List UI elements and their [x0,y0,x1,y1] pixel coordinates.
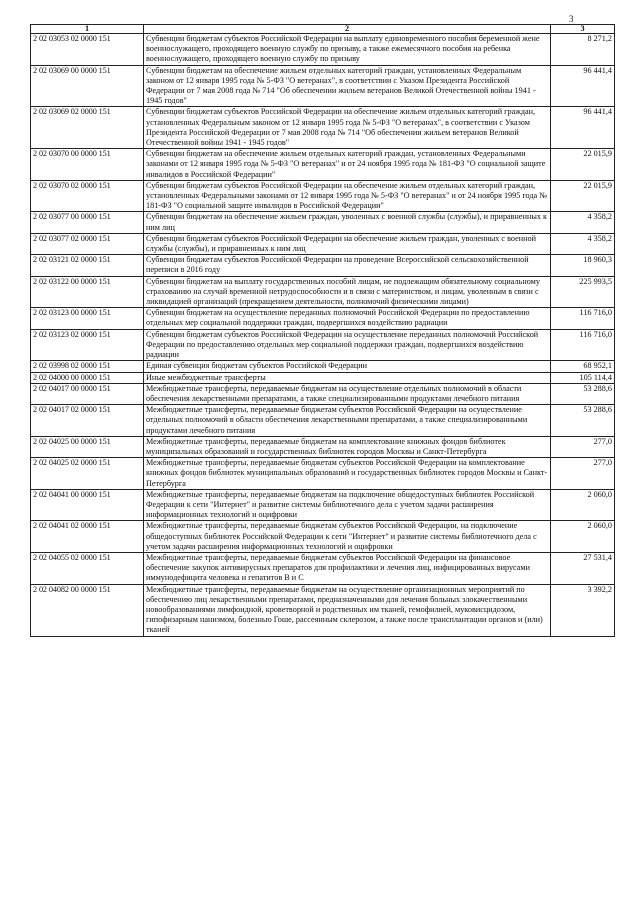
amount-cell: 53 288,6 [551,405,615,437]
table-row [31,372,615,383]
description-cell: Субвенции бюджетам на обеспечение жильем отдельных категорий граждан, установленных Федеральным законом от 12 января 1995 года № 5-ФЗ "О ветеранах", в соответствии с Указом Президента Российской Федерации от 7 мая 2008 года № 714 "Об обеспечении жильем ветеранов Великой Отечественной войны 1941 - 1945 годов" [144,65,551,107]
table-row [31,180,615,212]
description-cell: Субвенции бюджетам субъектов Российской Федерации на обеспечение жильем граждан, уволенных с военной службы (службы), и приравненных к ним лиц [144,233,551,254]
description-cell: Межбюджетные трансферты, передаваемые бюджетам на комплектование книжных фондов библиотек муниципальных образований и государственных библиотек городов Москвы и Санкт-Петербурга [144,436,551,457]
code-cell: 2 02 03121 02 0000 151 [31,255,144,276]
description-cell: Единая субвенция бюджетам субъектов Российской Федерации [144,361,551,372]
description-cell: Межбюджетные трансферты, передаваемые бюджетам субъектов Российской Федерации, на подключение общедоступных библиотек Российской Федерации к сети "Интернет" и развитие системы библиотечного дела с учетом задачи расширения информационных технологий и оцифровки [144,521,551,553]
column-header-amount: 3 [551,25,615,34]
code-cell: 2 02 04000 00 0000 151 [31,372,144,383]
code-cell: 2 02 04017 00 0000 151 [31,383,144,404]
table-row [31,361,615,372]
table-row [31,521,615,553]
description-cell: Межбюджетные трансферты, передаваемые бюджетам субъектов Российской Федерации на финансовое обеспечение закупок антивирусных препаратов для профилактики и лечения лиц, инфицированных вирусами иммунодефицита человека и гепатитов В и С [144,552,551,584]
table-row [31,552,615,584]
description-cell: Межбюджетные трансферты, передаваемые бюджетам на подключение общедоступных библиотек Российской Федерации к сети "Интернет" и развитие системы библиотечного дела с учетом задачи расширения информационных технологий и оцифровки [144,489,551,521]
code-cell: 2 02 03053 02 0000 151 [31,34,144,66]
code-cell: 2 02 03069 00 0000 151 [31,65,144,107]
code-cell: 2 02 04017 02 0000 151 [31,405,144,437]
amount-cell: 4 358,2 [551,233,615,254]
description-cell: Субвенции бюджетам субъектов Российской Федерации на обеспечение жильем отдельных категорий граждан, установленных Федеральным законом от 12 января 1995 года № 5-ФЗ "О ветеранах", в соответствии с Указом Президента Российской Федерации от 7 мая 2008 года № 714 "Об обеспечении жильем ветеранов Великой Отечественной войны 1941 - 1945 годов" [144,107,551,149]
column-header-code: 1 [31,25,144,34]
description-cell: Субвенции бюджетам на выплату государственных пособий лицам, не подлежащим обязательному социальному страхованию на случай временной нетрудоспособности и в связи с материнством, и лицам, уволенным в связи с ликвидацией организаций (прекращением деятельности, полномочий физическими лицами) [144,276,551,308]
table-row [31,308,615,329]
amount-cell: 3 392,2 [551,584,615,636]
table-row [31,107,615,149]
amount-cell: 22 015,9 [551,149,615,181]
description-cell: Субвенции бюджетам субъектов Российской Федерации на осуществление переданных полномочий Российской Федерации по предоставлению отдельных мер социальной поддержки граждан, подвергшихся воздействию радиации [144,329,551,361]
table-header-row [31,25,615,34]
table-row [31,255,615,276]
description-cell: Субвенции бюджетам на обеспечение жильем отдельных категорий граждан, установленных Федеральными законами от 12 января 1995 года № 5-ФЗ "О ветеранах" и от 24 ноября 1995 года № 181-ФЗ "О социальной защите инвалидов в Российской Федерации" [144,149,551,181]
table-row [31,65,615,107]
amount-cell: 4 358,2 [551,212,615,233]
amount-cell: 96 441,4 [551,65,615,107]
code-cell: 2 02 04025 00 0000 151 [31,436,144,457]
amount-cell: 105 114,4 [551,372,615,383]
amount-cell: 8 271,2 [551,34,615,66]
table-row [31,149,615,181]
amount-cell: 116 716,0 [551,329,615,361]
amount-cell: 116 716,0 [551,308,615,329]
code-cell: 2 02 03998 02 0000 151 [31,361,144,372]
table-row [31,233,615,254]
description-cell: Межбюджетные трансферты, передаваемые бюджетам субъектов Российской Федерации на комплектование книжных фондов библиотек муниципальных образований и государственных библиотек городов Москвы и Санкт-Петербурга [144,458,551,490]
table-row [31,383,615,404]
table-row [31,458,615,490]
description-cell: Межбюджетные трансферты, передаваемые бюджетам субъектов Российской Федерации на осуществление отдельных полномочий в области обеспечения лекарственными препаратами, а также специализированными продуктами лечебного питания [144,405,551,437]
code-cell: 2 02 03070 00 0000 151 [31,149,144,181]
code-cell: 2 02 03069 02 0000 151 [31,107,144,149]
table-row [31,489,615,521]
amount-cell: 18 960,3 [551,255,615,276]
code-cell: 2 02 04041 02 0000 151 [31,521,144,553]
amount-cell: 68 952,1 [551,361,615,372]
description-cell: Межбюджетные трансферты, передаваемые бюджетам на осуществление отдельных полномочий в области обеспечения лекарственными препаратами, а также специализированными продуктами лечебного питания [144,383,551,404]
table-row [31,405,615,437]
description-cell: Субвенции бюджетам на осуществление переданных полномочий Российской Федерации по предоставлению отдельных мер социальной поддержки граждан, подвергшихся воздействию радиации [144,308,551,329]
amount-cell: 2 060,0 [551,521,615,553]
code-cell: 2 02 03122 00 0000 151 [31,276,144,308]
budget-revenue-table [30,24,615,637]
code-cell: 2 02 04041 00 0000 151 [31,489,144,521]
amount-cell: 225 993,5 [551,276,615,308]
page-number: 3 [569,14,574,24]
description-cell: Межбюджетные трансферты, передаваемые бюджетам на осуществление организационных мероприятий по обеспечению лиц лекарственными препаратами, предназначенными для лечения больных злокачественными новообразованиями лимфоидной, кроветворной и родственных им тканей, гемофилией, муковисцидозом, гипофизарным нанизмом, болезнью Гоше, рассеянным склерозом, а также после трансплантации органов и (или) тканей [144,584,551,636]
table-row [31,436,615,457]
table-row [31,584,615,636]
code-cell: 2 02 03123 02 0000 151 [31,329,144,361]
code-cell: 2 02 03070 02 0000 151 [31,180,144,212]
code-cell: 2 02 04082 00 0000 151 [31,584,144,636]
code-cell: 2 02 03123 00 0000 151 [31,308,144,329]
description-cell: Субвенции бюджетам на обеспечение жильем граждан, уволенных с военной службы (службы), и приравненных к ним лиц [144,212,551,233]
description-cell: Субвенции бюджетам субъектов Российской Федерации на выплату единовременного пособия беременной жене военнослужащего, проходящего военную службу по призыву, а также ежемесячного пособия на ребенка военнослужащего, проходящего военную службу по призыву [144,34,551,66]
description-cell: Субвенции бюджетам субъектов Российской Федерации на проведение Всероссийской сельскохозяйственной переписи в 2016 году [144,255,551,276]
table-row [31,212,615,233]
amount-cell: 27 531,4 [551,552,615,584]
description-cell: Иные межбюджетные трансферты [144,372,551,383]
code-cell: 2 02 03077 00 0000 151 [31,212,144,233]
code-cell: 2 02 04025 02 0000 151 [31,458,144,490]
code-cell: 2 02 04055 02 0000 151 [31,552,144,584]
table-row [31,34,615,66]
amount-cell: 277,0 [551,436,615,457]
amount-cell: 277,0 [551,458,615,490]
amount-cell: 53 288,6 [551,383,615,404]
code-cell: 2 02 03077 02 0000 151 [31,233,144,254]
table-row [31,329,615,361]
column-header-description: 2 [144,25,551,34]
amount-cell: 22 015,9 [551,180,615,212]
description-cell: Субвенции бюджетам субъектов Российской Федерации на обеспечение жильем отдельных категорий граждан, установленных Федеральными законами от 12 января 1995 года № 5-ФЗ "О ветеранах" и от 24 ноября 1995 года № 181-ФЗ "О социальной защите инвалидов в Российской Федерации" [144,180,551,212]
amount-cell: 2 060,0 [551,489,615,521]
table-row [31,276,615,308]
amount-cell: 96 441,4 [551,107,615,149]
